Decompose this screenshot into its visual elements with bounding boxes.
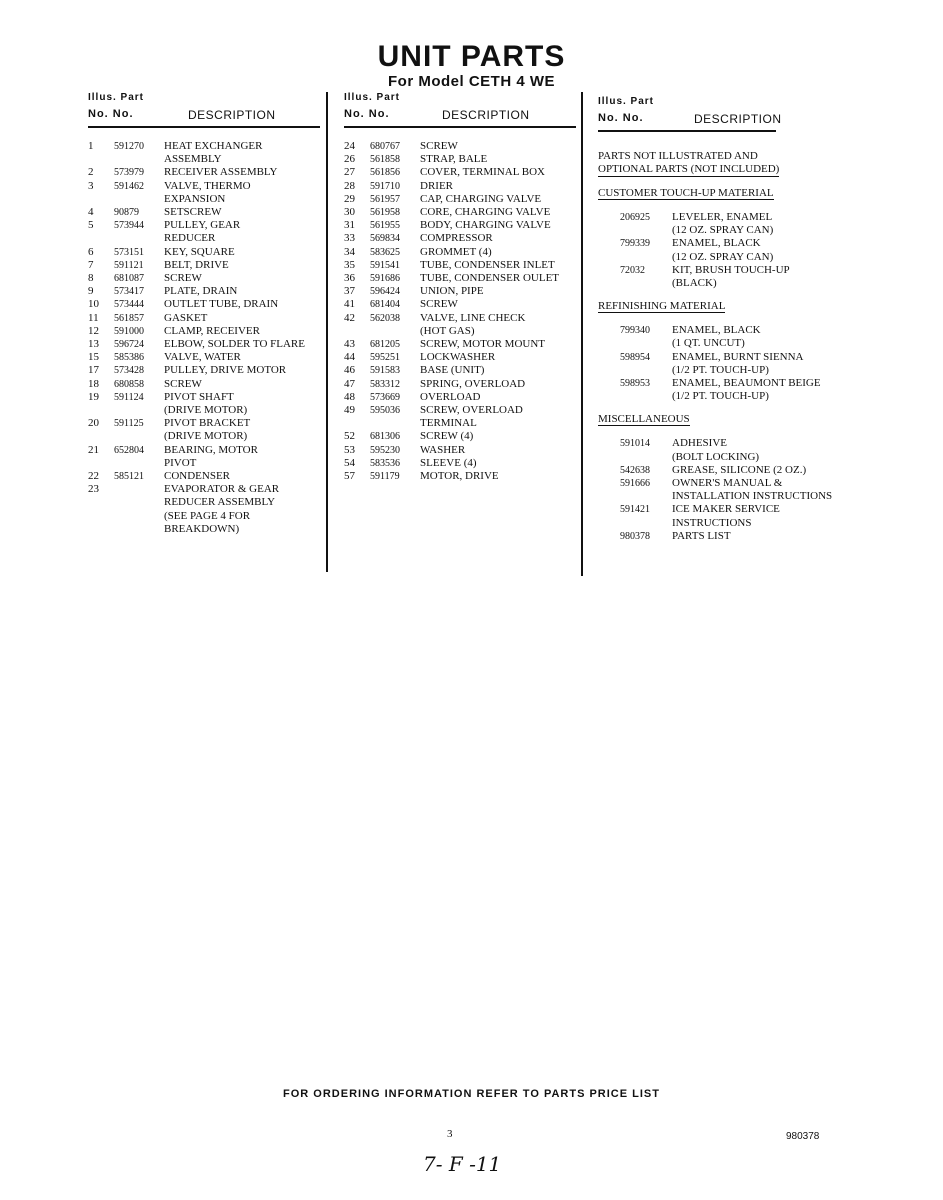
illus-number: 19 [88,390,99,403]
illus-number: 46 [344,364,355,377]
part-description: ELBOW, SOLDER TO FLARE [164,338,305,351]
parts-list [344,140,580,483]
column-header-description: DESCRIPTION [442,108,530,122]
table-row [344,417,580,430]
list-item [598,464,848,477]
part-description: BEARING, MOTOR [164,443,258,456]
illus-number: 6 [88,245,94,258]
table-row [88,298,324,311]
document-number: 980378 [786,1131,820,1142]
column-header [344,92,580,132]
part-description: BODY, CHARGING VALVE [420,219,551,232]
illus-number: 13 [88,338,99,351]
handwritten-note: 7- F -11 [423,1152,502,1176]
table-row [344,285,580,298]
list-item [598,351,848,364]
illus-number: 24 [344,140,355,152]
part-number: 591541 [370,259,400,271]
part-description: CLAMP, RECEIVER [164,324,260,337]
section-rows [598,211,848,290]
part-number: 561856 [370,167,400,179]
ordering-info: FOR ORDERING INFORMATION REFER TO PARTS PRICE LIST [283,1088,660,1100]
part-description: COVER, TERMINAL BOX [420,166,545,179]
part-description: INSTRUCTIONS [672,516,752,529]
part-number: 90879 [114,207,139,219]
part-description: BREAKDOWN) [164,522,240,535]
part-description: (1/2 PT. TOUCH-UP) [672,390,769,403]
part-description: SCREW, OVERLOAD [420,404,523,417]
part-description: PULLEY, DRIVE MOTOR [164,364,287,377]
part-description: GROMMET (4) [420,245,492,258]
part-description: ASSEMBLY [164,153,222,166]
illus-number: 31 [344,219,355,232]
part-description: TERMINAL [420,417,477,430]
part-number: 591000 [114,325,144,337]
part-number: 591125 [114,418,144,430]
part-description: SCREW [420,140,458,152]
table-row [344,325,580,338]
part-description: (DRIVE MOTOR) [164,430,248,443]
part-number: 206925 [620,212,650,223]
part-description: (12 OZ. SPRAY CAN) [672,224,774,237]
part-number: 583536 [370,457,400,469]
list-item [598,211,848,224]
list-item [598,237,848,250]
list-item [598,277,848,290]
part-number: 591666 [620,478,650,490]
illus-number: 12 [88,324,99,337]
illus-number: 35 [344,258,355,271]
table-row [344,391,580,404]
part-number: 591710 [370,180,400,192]
section-heading [598,300,848,312]
part-number: 799339 [620,238,650,250]
table-row [88,351,324,364]
illus-number: 7 [88,258,94,271]
illus-number: 11 [88,311,99,324]
part-description: PIVOT BRACKET [164,417,251,430]
part-number: 591583 [370,365,400,377]
part-description: GREASE, SILICONE (2 OZ.) [672,463,807,476]
illus-number: 36 [344,272,355,285]
illus-number: 26 [344,153,355,166]
table-row [88,457,324,470]
part-description: PIVOT SHAFT [164,390,234,403]
illus-number: 5 [88,219,94,232]
part-description: VALVE, LINE CHECK [420,311,526,324]
column-header [598,96,848,136]
part-number: 596424 [370,286,400,298]
part-number: 680767 [370,141,400,152]
table-row [88,259,324,272]
part-description: CAP, CHARGING VALVE [420,192,542,205]
table-row [344,470,580,483]
illus-number: 20 [88,417,99,430]
table-row [88,496,324,509]
table-row [344,153,580,166]
illus-number: 4 [88,206,94,219]
table-row [88,378,324,391]
part-description: PULLEY, GEAR [164,219,241,232]
list-item [598,477,848,490]
table-row [88,166,324,179]
part-number: 591014 [620,438,650,450]
part-number: 681087 [114,273,144,285]
part-description: COMPRESSOR [420,232,493,245]
part-number: 585121 [114,471,144,483]
table-row [344,140,580,153]
table-row [88,338,324,351]
part-number: 591179 [370,471,400,483]
part-description: (1/2 PT. TOUCH-UP) [672,363,769,376]
part-description: UNION, PIPE [420,285,484,298]
illus-number: 9 [88,285,94,298]
list-item [598,390,848,403]
table-row [88,444,324,457]
table-row [88,246,324,259]
column-divider [581,92,583,576]
column-header-description: DESCRIPTION [188,108,276,122]
table-row [88,140,324,153]
part-description: SETSCREW [164,206,222,219]
part-description: PIVOT [164,456,197,469]
illus-number: 33 [344,232,355,245]
illus-number: 30 [344,206,355,219]
table-row [88,483,324,496]
list-item [598,451,848,464]
part-description: WASHER [420,443,466,456]
illus-number: 22 [88,470,99,483]
illus-number: 47 [344,377,355,390]
list-item [598,224,848,237]
illus-number: 42 [344,311,355,324]
illus-number: 43 [344,338,355,351]
table-row [88,510,324,523]
header-rule [88,126,320,128]
table-row [88,219,324,232]
header-rule [344,126,576,128]
illus-number: 52 [344,430,355,443]
table-row [344,272,580,285]
part-number: 595251 [370,352,400,364]
list-item [598,437,848,450]
table-row [344,351,580,364]
section-rows [598,437,848,543]
part-number: 561957 [370,193,400,205]
table-row [88,312,324,325]
part-description: KEY, SQUARE [164,245,235,258]
part-description: TUBE, CONDENSER OULET [420,272,560,285]
section-heading [598,187,848,199]
table-row [344,338,580,351]
column-header-no: No. No. [88,108,134,120]
part-number: 591421 [620,504,650,516]
part-description: PLATE, DRAIN [164,285,238,298]
part-description: (1 QT. UNCUT) [672,337,745,350]
part-number: 591462 [114,180,144,192]
table-row [344,378,580,391]
part-description: CONDENSER [164,470,231,483]
part-number: 652804 [114,444,144,456]
illus-number: 34 [344,245,355,258]
part-number: 562038 [370,312,400,324]
part-description: PARTS LIST [672,529,731,542]
table-row [344,312,580,325]
part-number: 799340 [620,325,650,337]
table-row [344,430,580,443]
part-description: ICE MAKER SERVICE [672,503,780,516]
part-number: 591686 [370,273,400,285]
part-description: SLEEVE (4) [420,456,477,469]
list-item [598,530,848,543]
table-row [344,246,580,259]
part-description: LEVELER, ENAMEL [672,211,773,223]
part-description: (BOLT LOCKING) [672,450,760,463]
part-number: 573444 [114,299,144,311]
part-number: 598953 [620,378,650,390]
table-row [344,259,580,272]
part-number: 680858 [114,378,144,390]
part-number: 591124 [114,391,144,403]
column-header-no: No. No. [344,108,390,120]
section-title: CUSTOMER TOUCH-UP MATERIAL [598,187,774,199]
optional-parts-list [598,187,848,543]
header-rule [598,130,776,132]
table-row [88,404,324,417]
list-item [598,377,848,390]
illus-number: 48 [344,390,355,403]
part-description: (BLACK) [672,277,717,290]
note-line: OPTIONAL PARTS (NOT INCLUDED) [598,163,780,175]
table-row [88,206,324,219]
part-number: 561858 [370,154,400,166]
part-number: 980378 [620,530,650,542]
part-number: 542638 [620,464,650,476]
part-description: BASE (UNIT) [420,364,485,377]
table-row [88,193,324,206]
part-number: 681205 [370,339,400,351]
part-description: HEAT EXCHANGER [164,140,263,152]
part-description: LOCKWASHER [420,351,496,364]
illus-number: 1 [88,140,94,152]
illus-number: 23 [88,483,99,496]
column-header-illus-part: Illus. Part [344,92,401,103]
part-description: SCREW (4) [420,430,474,443]
part-description: STRAP, BALE [420,153,488,166]
table-row [344,444,580,457]
table-row [344,364,580,377]
table-row [344,404,580,417]
part-description: DRIER [420,179,453,192]
part-description: OVERLOAD [420,390,481,403]
column-header-illus-part: Illus. Part [598,96,655,107]
part-number: 561857 [114,312,144,324]
part-number: 561958 [370,207,400,219]
part-number: 591121 [114,259,144,271]
table-row [344,206,580,219]
table-row [88,153,324,166]
page-title: UNIT PARTS [377,40,566,73]
table-row [88,470,324,483]
part-number: 573428 [114,365,144,377]
column-header [88,92,324,132]
list-item [598,503,848,516]
part-description: SPRING, OVERLOAD [420,377,526,390]
part-description: (HOT GAS) [420,324,475,337]
table-row [344,193,580,206]
part-description: ENAMEL, BURNT SIENNA [672,350,804,363]
table-row [344,219,580,232]
part-description: BELT, DRIVE [164,258,229,271]
part-number: 569834 [370,233,400,245]
part-number: 72032 [620,264,645,276]
list-item [598,490,848,503]
section-title: MISCELLANEOUS [598,413,690,426]
table-row [344,298,580,311]
table-row [88,232,324,245]
table-row [88,417,324,430]
illus-number: 2 [88,166,94,179]
parts-column-3 [598,96,848,547]
part-description: SCREW [164,272,202,285]
part-number: 573417 [114,286,144,298]
table-row [88,364,324,377]
note-line: PARTS NOT ILLUSTRATED AND [598,150,758,162]
column-header-illus-part: Illus. Part [88,92,145,103]
parts-column-1 [88,92,324,536]
list-item [598,264,848,277]
illus-number: 3 [88,179,94,192]
table-row [344,180,580,193]
part-number: 573944 [114,220,144,232]
list-item [598,337,848,350]
illus-number: 21 [88,443,99,456]
table-row [344,166,580,179]
column-header-no: No. No. [598,112,644,124]
part-number: 561955 [370,220,400,232]
part-number: 583625 [370,246,400,258]
part-description: ENAMEL, BLACK [672,324,761,337]
model-subtitle: For Model CETH 4 WE [388,73,555,90]
illus-number: 37 [344,285,355,298]
part-description: OWNER'S MANUAL & [672,477,783,490]
table-row [88,391,324,404]
table-row [88,430,324,443]
illus-number: 8 [88,272,94,285]
parts-list [88,140,324,536]
part-description: VALVE, THERMO [164,179,251,192]
part-description: TUBE, CONDENSER INLET [420,258,555,271]
part-description: EVAPORATOR & GEAR [164,483,280,496]
part-number: 573151 [114,246,144,258]
table-row [88,180,324,193]
part-description: REDUCER [164,232,216,245]
list-item [598,517,848,530]
section-heading [598,413,848,425]
part-description: RECEIVER ASSEMBLY [164,166,278,179]
part-description: (SEE PAGE 4 FOR [164,509,251,522]
part-description: ADHESIVE [672,437,727,450]
part-description: (12 OZ. SPRAY CAN) [672,250,774,263]
part-description: OUTLET TUBE, DRAIN [164,298,279,311]
part-number: 573669 [370,391,400,403]
part-number: 595230 [370,444,400,456]
part-description: EXPANSION [164,192,226,205]
table-row [88,285,324,298]
page-number: 3 [447,1128,453,1140]
illus-number: 27 [344,166,355,179]
part-number: 598954 [620,351,650,363]
illus-number: 44 [344,351,355,364]
not-illustrated-note [598,150,848,177]
part-description: REDUCER ASSEMBLY [164,496,276,509]
illus-number: 18 [88,377,99,390]
part-description: ENAMEL, BLACK [672,237,761,250]
illus-number: 54 [344,456,355,469]
part-description: (DRIVE MOTOR) [164,404,248,417]
part-number: 583312 [370,378,400,390]
part-number: 681306 [370,431,400,443]
part-description: GASKET [164,311,208,324]
column-divider [326,92,328,572]
part-description: KIT, BRUSH TOUCH-UP [672,263,790,276]
list-item [598,364,848,377]
section-rows [598,324,848,403]
illus-number: 49 [344,404,355,417]
part-description: ENAMEL, BEAUMONT BEIGE [672,377,821,390]
illus-number: 29 [344,192,355,205]
section-title: REFINISHING MATERIAL [598,300,726,313]
illus-number: 53 [344,443,355,456]
illus-number: 57 [344,470,355,483]
parts-column-2 [344,92,580,483]
table-row [88,272,324,285]
list-item [598,251,848,264]
list-item [598,324,848,337]
column-header-description: DESCRIPTION [694,112,782,126]
illus-number: 17 [88,364,99,377]
part-number: 596724 [114,339,144,351]
part-number: 585386 [114,352,144,364]
part-number: 573979 [114,167,144,179]
illus-number: 41 [344,298,355,311]
illus-number: 15 [88,351,99,364]
part-description: INSTALLATION INSTRUCTIONS [672,490,833,503]
part-description: SCREW [420,298,458,311]
part-description: VALVE, WATER [164,351,241,364]
table-row [88,325,324,338]
illus-number: 28 [344,179,355,192]
table-row [344,457,580,470]
illus-number: 10 [88,298,99,311]
part-number: 595036 [370,405,400,417]
table-row [344,232,580,245]
part-description: SCREW, MOTOR MOUNT [420,338,545,351]
part-description: CORE, CHARGING VALVE [420,206,551,219]
part-number: 591270 [114,141,144,152]
part-description: SCREW [164,377,202,390]
table-row [88,523,324,536]
part-number: 681404 [370,299,400,311]
part-description: MOTOR, DRIVE [420,470,499,483]
